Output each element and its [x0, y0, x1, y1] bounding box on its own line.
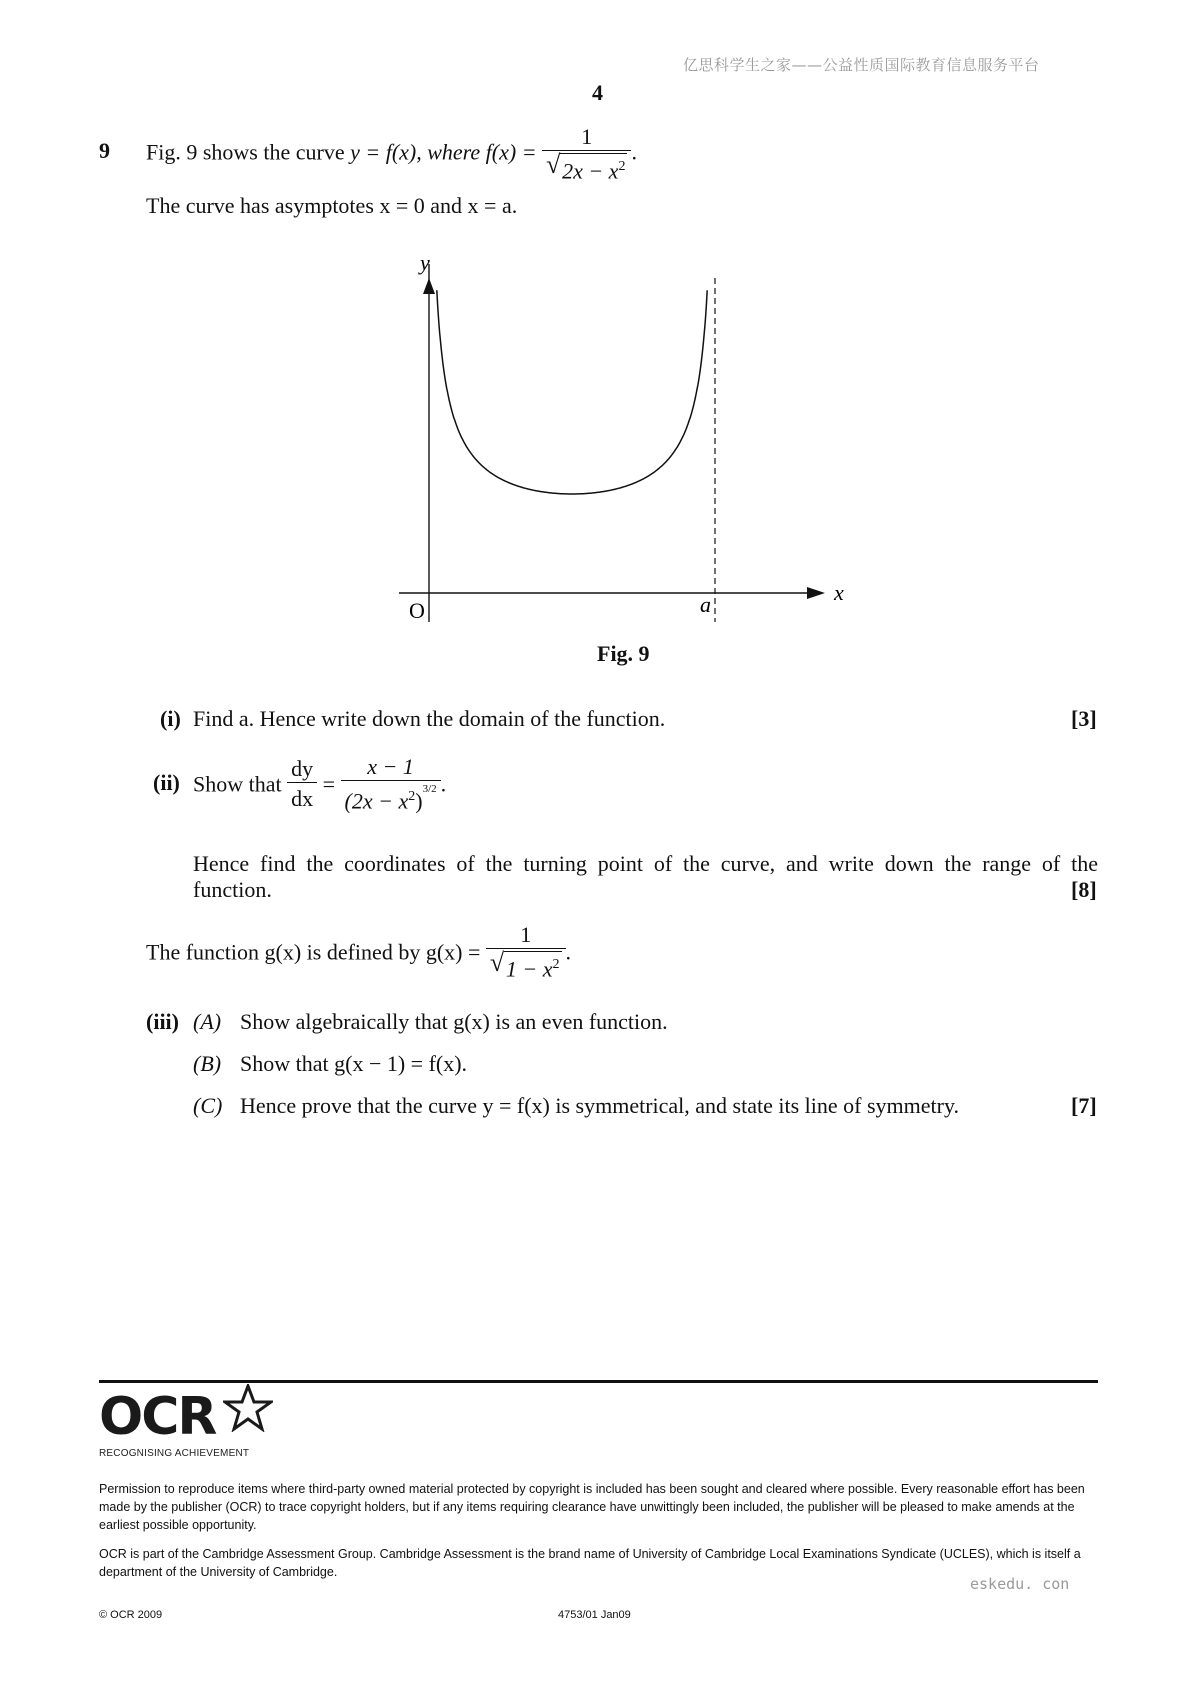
f-numerator: 1: [581, 124, 593, 149]
x-axis-arrow: [807, 587, 825, 599]
g-fraction: [486, 922, 566, 983]
g-den-text: 1 − x: [505, 956, 553, 982]
footer-rule: [99, 1380, 1098, 1383]
ocr-logo-text: OCR: [99, 1387, 216, 1447]
part-i-label: (i): [160, 706, 181, 731]
part-ii-hence-1: Hence find the coordinates of the turning point of the curve, and write down the range of the: [193, 851, 1098, 876]
page-number: 4: [592, 80, 603, 105]
f-denominator: √ $2x - x^2$: [542, 150, 631, 185]
cambridge-text: OCR is part of the Cambridge Assessment Group. Cambridge Assessment is the brand name of University of Cambridge Local Examinations Syndicate (UCLES), which is itself a department of the University of Cambridge.: [99, 1547, 1081, 1579]
dy: dy: [291, 756, 314, 782]
ocr-logo: [99, 1388, 249, 1459]
y-axis-arrow: [423, 278, 435, 294]
watermark-top: 亿思科学生之家——公益性质国际教育信息服务平台: [683, 56, 1040, 74]
part-iii-a-text: Show algebraically that g(x) is an even function.: [240, 1009, 668, 1034]
part-i-marks: [3]: [1071, 706, 1097, 731]
part-iii-c-text: Hence prove that the curve y = f(x) is symmetrical, and state its line of symmetry.: [240, 1093, 960, 1118]
f-fraction: [542, 124, 631, 185]
ocr-star-icon: [223, 1384, 273, 1432]
ocr-tagline: RECOGNISING ACHIEVEMENT: [99, 1448, 250, 1459]
copyright: © OCR 2009: [99, 1609, 163, 1621]
origin-label: O: [409, 598, 425, 623]
intro-prefix: Fig. 9 shows the curve: [146, 139, 351, 165]
f-den-text: 2x − x: [562, 158, 619, 184]
curve-y-fx: [437, 290, 707, 494]
part-ii-marks: [8]: [1071, 877, 1097, 902]
asymptotes-text: The curve has asymptotes x = 0 and x = a.: [146, 193, 518, 218]
derivative-denominator: $(2x - x^2)^{3/2}$: [341, 780, 441, 815]
part-iii-a-label: (A): [193, 1009, 222, 1034]
part-iii-c-label: (C): [193, 1093, 223, 1118]
permission-text: Permission to reproduce items where third-party owned material protected by copyright is included has been sought and cleared where possible. Every reasonable effort has been made by the publisher (OCR) to trace copyright holders, but if any items requiring clearance have unwittingly been included, the publisher will be pleased to make amends at the earliest possible opportunity.: [99, 1482, 1085, 1532]
axis-x-label: x: [834, 580, 844, 605]
g-def-text: The function g(x) is defined by g(x) =: [146, 939, 481, 965]
g-definition: The function g(x) is defined by g(x) = 1 √ $1 - x^2$ .: [146, 922, 571, 982]
part-ii-equation: Show that $\frac{dy}{dx}$ = $\frac{x - 1}{(2x - x^2)^{3/2}}$ .: [193, 754, 447, 814]
watermark-bottom: eskedu. con: [970, 1575, 1070, 1593]
part-i-text: Find a. Hence write down the domain of the function.: [193, 706, 666, 731]
figure-caption: Fig. 9: [597, 641, 650, 666]
question-intro: Fig. 9 shows the curve y = f(x), where f(x) = 1 √ $2x - x^2$ .: [146, 124, 637, 184]
derivative-den-text: (2x − x: [344, 788, 409, 814]
part-iii-b-label: (B): [193, 1051, 222, 1076]
part-iii-label: (iii): [146, 1009, 179, 1034]
axis-y-label: y: [420, 250, 430, 275]
part-iii-b-text: Show that g(x − 1) = f(x).: [240, 1051, 468, 1076]
asymptote-a-label: a: [700, 592, 711, 617]
g-denominator: √ $1 - x^2$: [486, 948, 566, 983]
part-ii-hence-2: function.: [193, 877, 272, 902]
paper-code: 4753/01 Jan09: [558, 1609, 631, 1621]
derivative-fraction: [341, 754, 441, 815]
g-numerator: 1: [520, 922, 532, 947]
figure-9: [385, 250, 855, 630]
part-iii-marks: [7]: [1071, 1093, 1097, 1118]
question-number: 9: [99, 138, 110, 163]
dx: dx: [287, 782, 317, 813]
intro-equation: y = f(x), where f(x) =: [350, 139, 537, 165]
derivative-numerator: x − 1: [367, 754, 414, 779]
dy-dx-fraction: [287, 756, 317, 813]
part-ii-text: Show that: [193, 771, 282, 797]
part-ii-label: (ii): [153, 770, 180, 795]
